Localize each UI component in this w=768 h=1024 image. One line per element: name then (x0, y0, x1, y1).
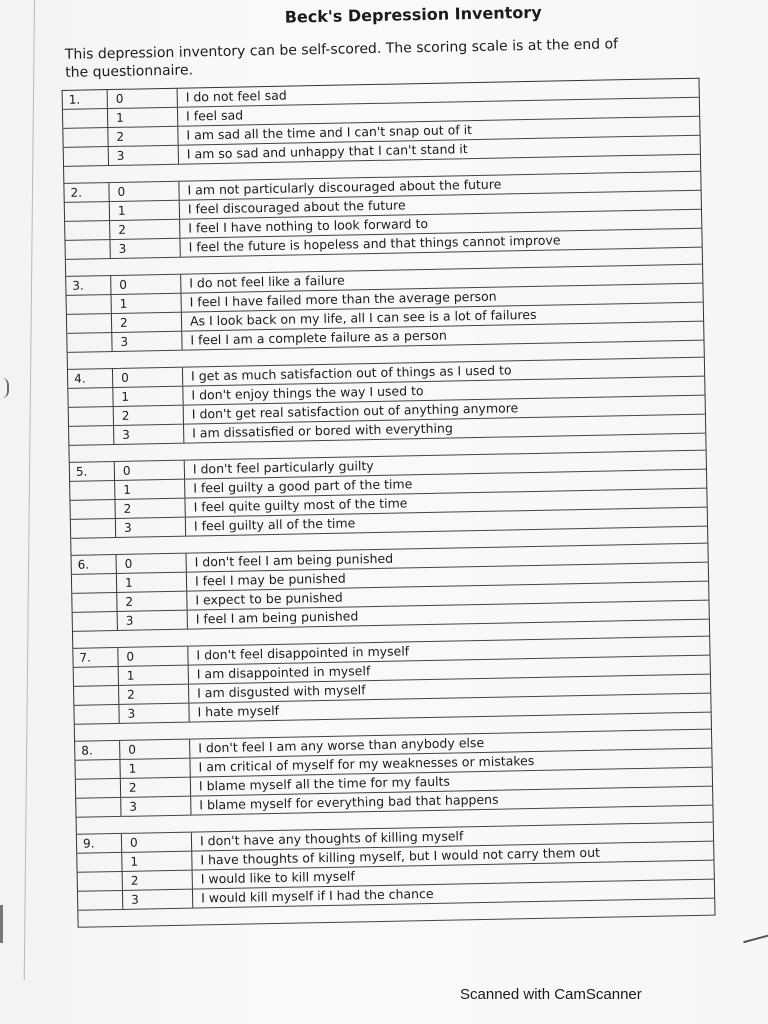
inventory-item (77, 823, 715, 928)
option-score: 0 (107, 89, 177, 108)
option-statement: I feel I may be punished (186, 563, 708, 591)
item-number (78, 872, 116, 891)
option-score: 0 (121, 833, 191, 852)
paper-edge-line (24, 0, 35, 980)
item-number (76, 779, 114, 798)
inventory-table (62, 78, 716, 928)
option-statement: I feel sad (177, 98, 699, 126)
intro-text: This depression inventory can be self-scored. The scoring scale is at the end of the questionnaire. (64, 36, 619, 81)
item-number (64, 147, 102, 166)
option-score: 2 (107, 127, 177, 146)
option-score: 0 (114, 461, 184, 480)
item-number (78, 891, 116, 910)
option-score: 0 (117, 647, 187, 666)
option-score: 1 (121, 852, 191, 871)
item-number (67, 314, 105, 333)
option-score: 3 (122, 890, 192, 909)
option-statement: I blame myself for everything bad that happens (190, 787, 712, 815)
option-statement: I am disappointed in myself (188, 656, 710, 684)
item-number (74, 667, 112, 686)
item-number (73, 612, 111, 631)
option-statement: I feel I have nothing to look forward to (179, 210, 701, 238)
option-statement: I am disgusted with myself (188, 675, 710, 703)
option-statement: I feel the future is hopeless and that things cannot improve (179, 229, 701, 257)
option-score: 0 (112, 368, 182, 387)
option-statement: I don't have any thoughts of killing myself (191, 823, 713, 851)
item-number (74, 686, 112, 705)
option-statement: I am sad all the time and I can't snap out of it (177, 117, 699, 145)
option-statement: I feel I have failed more than the average person (181, 284, 703, 312)
option-score: 1 (107, 108, 177, 127)
option-statement: I feel guilty a good part of the time (184, 470, 706, 498)
option-score: 2 (122, 871, 192, 890)
item-number (74, 705, 112, 724)
option-score: 3 (117, 611, 187, 630)
option-score: 3 (115, 518, 185, 537)
option-score: 0 (119, 740, 189, 759)
option-statement: I would kill myself if I had the chance (192, 880, 714, 908)
option-score: 1 (109, 201, 179, 220)
option-score: 2 (118, 685, 188, 704)
option-score: 1 (118, 666, 188, 685)
item-number: 6. (77, 557, 90, 572)
option-statement: I feel I am being punished (187, 601, 709, 629)
option-score: 2 (120, 778, 190, 797)
inventory-item (66, 265, 704, 370)
item-number: 3. (72, 278, 84, 293)
option-score: 2 (111, 313, 181, 332)
item-number: 8. (81, 743, 93, 758)
option-statement: I don't feel disappointed in myself (187, 637, 709, 665)
option-statement: I am critical of myself for my weaknesses or mistakes (189, 749, 711, 777)
option-statement: I have thoughts of killing myself, but I would not carry them out (191, 842, 713, 870)
questionnaire-sheet (58, 0, 726, 928)
option-statement: I am dissatisfied or bored with everything (183, 415, 705, 443)
option-statement: I don't feel particularly guilty (184, 451, 706, 479)
option-statement: I don't enjoy things the way I used to (182, 377, 704, 405)
corner-pen-mark (741, 927, 768, 943)
item-number (70, 500, 108, 519)
item-number: 2. (70, 185, 83, 200)
inventory-item (75, 730, 713, 835)
option-statement: I feel I am a complete failure as a person (181, 322, 703, 350)
option-statement: I feel guilty all of the time (185, 508, 707, 536)
option-statement: I am so sad and unhappy that I can't stand it (178, 136, 700, 164)
option-score: 2 (114, 499, 184, 518)
item-number (67, 295, 105, 314)
option-score: 3 (113, 425, 183, 444)
item-number: 7. (79, 650, 92, 665)
item-number (65, 221, 103, 240)
item-number (65, 240, 103, 259)
item-number: 9. (82, 836, 95, 851)
option-score: 2 (116, 592, 186, 611)
page-title: Beck's Depression Inventory (284, 2, 542, 27)
option-statement: I am not particularly discouraged about the future (178, 172, 700, 200)
inventory-item (68, 358, 706, 463)
option-score: 3 (109, 239, 179, 258)
item-number (72, 574, 110, 593)
option-statement: I expect to be punished (186, 582, 708, 610)
item-number (72, 593, 110, 612)
option-score: 0 (110, 275, 180, 294)
scanner-watermark: Scanned with CamScanner (460, 986, 642, 1003)
option-score: 0 (116, 554, 186, 573)
inventory-item (63, 79, 701, 184)
option-statement: I don't feel I am any worse than anybody else (189, 730, 711, 758)
option-score: 2 (109, 220, 179, 239)
option-statement: I feel discouraged about the future (179, 191, 701, 219)
item-number (75, 760, 113, 779)
margin-mark (2, 378, 9, 398)
item-number (69, 407, 107, 426)
option-statement: I feel quite guilty most of the time (184, 489, 706, 517)
item-number (69, 426, 107, 445)
option-statement: I do not feel like a failure (180, 265, 702, 293)
option-score: 2 (113, 406, 183, 425)
item-number: 5. (75, 464, 88, 479)
item-number (77, 853, 115, 872)
inventory-item (70, 451, 708, 556)
option-score: 1 (112, 387, 182, 406)
option-statement: I blame myself all the time for my faults (190, 768, 712, 796)
item-number: 1. (68, 92, 81, 107)
inventory-item (73, 637, 711, 742)
item-number (63, 109, 101, 128)
item-number (67, 333, 105, 352)
option-statement: As I look back on my life, all I can see is a lot of failures (181, 303, 703, 331)
option-statement: I hate myself (188, 694, 710, 722)
option-score: 3 (120, 797, 190, 816)
inventory-item (64, 172, 702, 277)
option-score: 3 (111, 332, 181, 351)
option-score: 0 (108, 182, 178, 201)
option-statement: I don't get real satisfaction out of anything anymore (183, 396, 705, 424)
item-number (65, 202, 103, 221)
item-number (76, 798, 114, 817)
option-score: 1 (116, 573, 186, 592)
option-statement: I do not feel sad (177, 79, 699, 107)
option-score: 1 (119, 759, 189, 778)
item-number (68, 388, 106, 407)
item-number (70, 481, 108, 500)
inventory-item (72, 544, 710, 649)
option-statement: I don't feel I am being punished (185, 544, 707, 572)
option-statement: I would like to kill myself (192, 861, 714, 889)
option-statement: I get as much satisfaction out of things as I used to (182, 358, 704, 386)
item-number: 4. (73, 371, 86, 386)
option-score: 3 (108, 146, 178, 165)
option-score: 1 (111, 294, 181, 313)
option-score: 1 (114, 480, 184, 499)
item-number (63, 128, 101, 147)
item-number (71, 519, 109, 538)
option-score: 3 (118, 704, 188, 723)
margin-mark-lower (0, 905, 3, 943)
